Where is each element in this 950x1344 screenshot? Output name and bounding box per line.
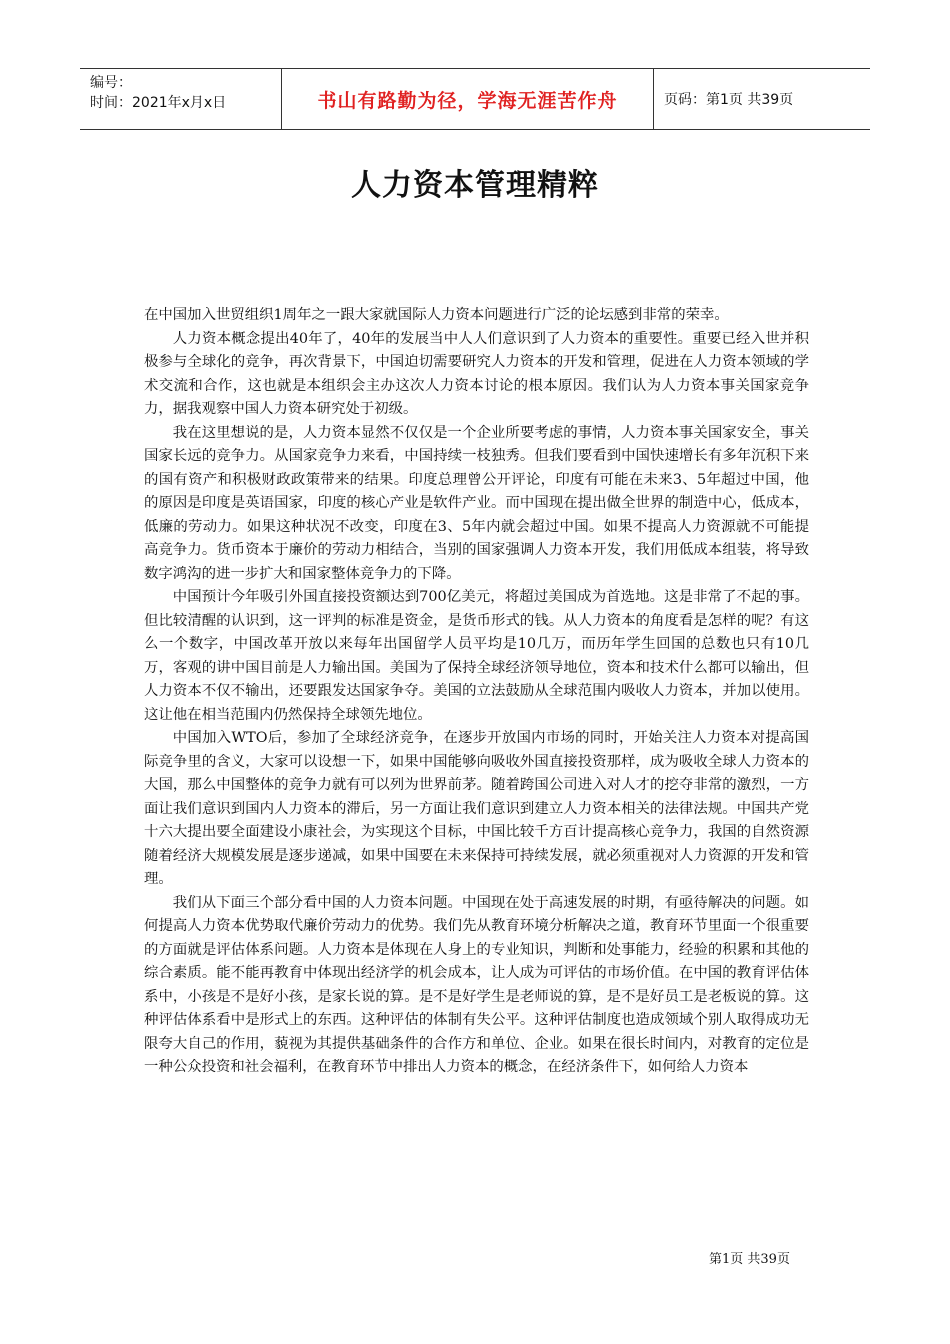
document-title: 人力资本管理精粹: [351, 168, 599, 203]
document-header: [80, 68, 870, 130]
page-info-text: 页码：第1页 共39页: [664, 92, 794, 108]
document-body: [144, 304, 809, 1080]
paragraph: 人力资本概念提出40年了，40年的发展当中人人们意识到了人力资本的重要性。重要已经入世并积极参与全球化的竞争，再次背景下，中国迫切需要研究人力资本的开发和管理，促进在人力资本领域的学术交流和合作，这也就是本组织会主办这次人力资本讨论的根本原因。我们认为人力资本事关国家竞争力，据我观察中国人力资本研究处于初级。: [144, 330, 809, 417]
paragraph-intro: 在中国加入世贸组织1周年之一跟大家就国际人力资本问题进行广泛的论坛感到非常的荣幸。: [144, 307, 729, 323]
date-label: 时间：2021年x月x日: [90, 95, 227, 111]
number-label: 编号：: [90, 75, 132, 91]
page-info-cell: [654, 69, 870, 129]
paragraph: 中国加入WTO后，参加了全球经济竞争，在逐步开放国内市场的同时，开始关注人力资本对提高国际竞争里的含义，大家可以设想一下，如果中国能够向吸收外国直接投资那样，成为吸收全球人力资本的大国，那么中国整体的竞争力就有可以列为世界前茅。随着跨国公司进入对人才的挖夺非常的激烈，一方面让我们意识到国内人力资本的滞后，另一方面让我们意识到建立人力资本相关的法律法规。中国共产党十六大提出要全面建设小康社会，为实现这个目标，中国比较千方百计提高核心竞争力，我国的自然资源随着经济大规模发展是逐步递减，如果中国要在未来保持可持续发展，就必须重视对人力资源的开发和管理。: [144, 730, 809, 887]
paragraph: 我们从下面三个部分看中国的人力资本问题。中国现在处于高速发展的时期，有亟待解决的问题。如何提高人力资本优势取代廉价劳动力的优势。我们先从教育环境分析解决之道，教育环节里面一个很重要的方面就是评估体系问题。人力资本是体现在人身上的专业知识，判断和处事能力，经验的积累和其他的综合素质。能不能再教育中体现出经济学的机会成本，让人成为可评估的市场价值。在中国的教育评估体系中，小孩是不是好小孩，是家长说的算。是不是好学生是老师说的算，是不是好员工是老板说的算。这种评估体系看中是形式上的东西。这种评估的体制有失公平。这种评估制度也造成领域个别人取得成功无限夸大自己的作用，藐视为其提供基础条件的合作方和单位、企业。如果在很长时间内，对教育的定位是一种公众投资和社会福利，在教育环节中排出人力资本的概念，在经济条件下，如何给人力资本: [144, 894, 809, 1075]
header-meta-cell: [80, 69, 282, 129]
paragraph: 我在这里想说的是，人力资本显然不仅仅是一个企业所要考虑的事情，人力资本事关国家安全，事关国家长远的竞争力。从国家竞争力来看，中国持续一枝独秀。但我们要看到中国快速增长有多年沉积下来的国有资产和积极财政政策带来的结果。印度总理曾公开评论，印度有可能在未来3、5年超过中国，他的原因是印度是英语国家，印度的核心产业是软件产业。而中国现在提出做全世界的制造中心，低成本，低廉的劳动力。如果这种状况不改变，印度在3、5年内就会超过中国。如果不提高人力资源就不可能提高竞争力。货币资本于廉价的劳动力相结合，当别的国家强调人力资本开发，我们用低成本组装，将导致数字鸿沟的进一步扩大和国家整体竞争力的下降。: [144, 424, 809, 582]
page-footer: 第1页 共39页: [709, 1252, 790, 1267]
motto-cell: [282, 69, 654, 129]
paragraph: 中国预计今年吸引外国直接投资额达到700亿美元，将超过美国成为首选地。这是非常了不起的事。但比较清醒的认识到，这一评判的标准是资金，是货币形式的钱。从人力资本的角度看是怎样的呢？有这么一个数字，中国改革开放以来每年出国留学人员平均是10几万，而历年学生回国的总数也只有10几万，客观的讲中国目前是人力输出国。美国为了保持全球经济领导地位，资本和技术什么都可以输出，但人力资本不仅不输出，还要跟发达国家争夺。美国的立法鼓励从全球范围内吸收人力资本，并加以使用。这让他在相当范围内仍然保持全球领先地位。: [144, 589, 809, 723]
motto-text: 书山有路勤为径，学海无涯苦作舟: [317, 89, 618, 112]
